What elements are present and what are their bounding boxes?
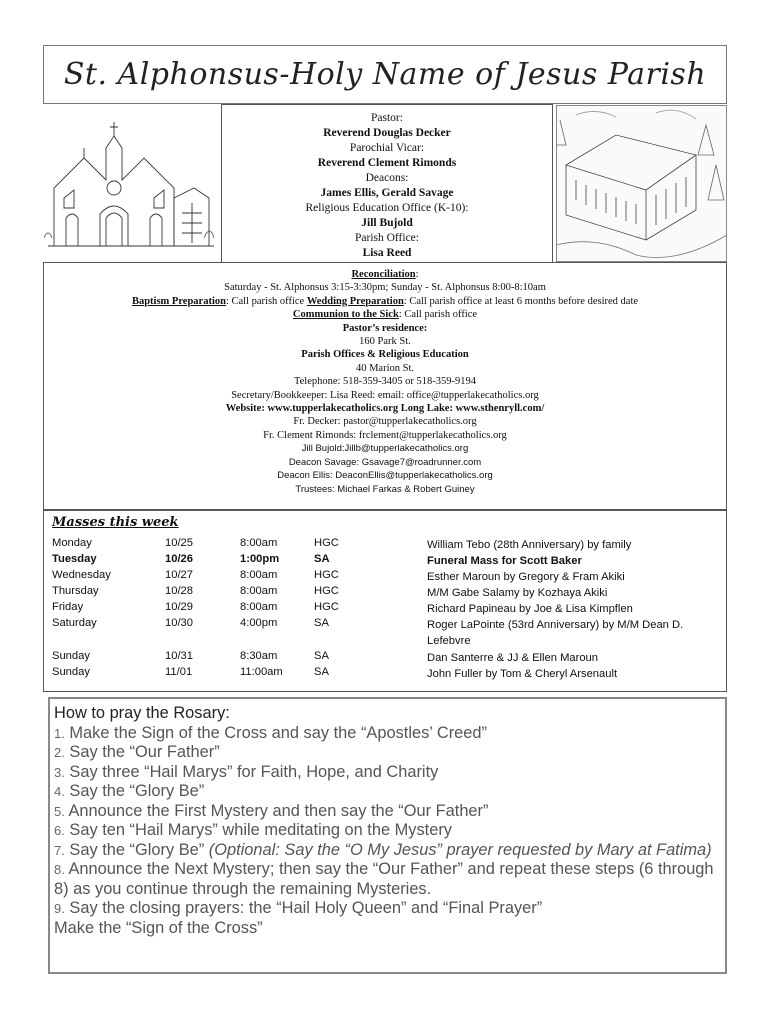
mass-time: 8:00am bbox=[240, 601, 278, 613]
rosary-step-number: 2. bbox=[54, 745, 65, 760]
telephone: Telephone: 518-359-3405 or 518-359-9194 bbox=[293, 376, 477, 388]
pastors-residence-label: Pastor’s residence: bbox=[342, 322, 428, 334]
rosary-step-text: Say three “Hail Marys” for Faith, Hope, and Charity bbox=[64, 762, 439, 781]
mass-location: SA bbox=[314, 553, 330, 565]
mass-date: 10/30 bbox=[165, 617, 193, 629]
jill-bujold-email: Jill Bujold:Jillb@tupperlakecatholics.org bbox=[301, 443, 469, 455]
rosary-step-text: Say ten “Hail Marys” while meditating on the Mystery bbox=[64, 821, 452, 839]
rosary-step-text: Announce the Next Mystery; then say the “Our Father” and repeat these steps (6 through 8) as you continue through the remaining Mysteries. bbox=[54, 860, 714, 898]
rosary-step bbox=[54, 841, 725, 861]
mass-intention: Esther Maroun by Gregory & Fram Akiki bbox=[427, 571, 625, 583]
rosary-step bbox=[54, 782, 725, 802]
mass-intention: Richard Papineau by Joe & Lisa Kimpflen bbox=[427, 603, 633, 615]
rosary-step-number: 3. bbox=[54, 764, 65, 780]
mass-day: Sunday bbox=[52, 666, 90, 678]
mass-time: 1:00pm bbox=[240, 553, 280, 565]
rosary-step-number: 8. bbox=[54, 862, 65, 877]
mass-date: 10/25 bbox=[165, 537, 193, 549]
office-name: Lisa Reed bbox=[362, 247, 412, 259]
mass-location: SA bbox=[314, 650, 329, 662]
contact-info-box bbox=[43, 262, 727, 510]
rosary-step bbox=[54, 899, 725, 919]
rosary-heading: How to pray the Rosary: bbox=[54, 704, 230, 722]
rosary-closing: Make the “Sign of the Cross” bbox=[54, 918, 263, 937]
parish-title: St. Alphonsus-Holy Name of Jesus Parish bbox=[63, 57, 707, 92]
baptism-label: Baptism Preparation bbox=[131, 295, 226, 307]
rosary-step-text: Make the Sign of the Cross and say the “Apostles’ Creed” bbox=[64, 723, 487, 742]
mass-time: 8:00am bbox=[240, 585, 278, 597]
mass-location: HGC bbox=[314, 585, 339, 597]
mass-date: 10/29 bbox=[165, 601, 193, 613]
mass-intention: William Tebo (28th Anniversary) by family bbox=[427, 539, 632, 551]
reconciliation-text: Saturday - St. Alphonsus 3:15-3:30pm; Sunday - St. Alphonsus 8:00-8:10am bbox=[224, 282, 546, 294]
pastors-residence-address: 160 Park St. bbox=[359, 336, 411, 348]
parish-title-box bbox=[43, 45, 727, 104]
masses-title: Masses this week bbox=[52, 515, 179, 530]
fr-rimonds-email: Fr. Clement Rimonds: frclement@tupperlakecatholics.org bbox=[263, 429, 507, 441]
rosary-step bbox=[54, 860, 725, 899]
fr-decker-email: Fr. Decker: pastor@tupperlakecatholics.org bbox=[293, 416, 477, 428]
mass-time: 8:00am bbox=[240, 537, 278, 549]
pastor-label: Pastor: bbox=[371, 112, 403, 124]
rosary-step bbox=[54, 763, 725, 783]
rosary-step-number: 7. bbox=[54, 842, 65, 858]
masses-schedule-box bbox=[43, 510, 727, 692]
mass-intention: Roger LaPointe (53rd Anniversary) by M/M Dean D. Lefebvre bbox=[427, 619, 684, 647]
wedding-text: : Call parish office at least 6 months before desired date bbox=[403, 295, 639, 307]
mass-location: HGC bbox=[314, 537, 339, 549]
mass-location: SA bbox=[314, 666, 329, 678]
rosary-step-text: Announce the First Mystery and then say the “Our Father” bbox=[64, 801, 489, 820]
rosary-step bbox=[54, 743, 725, 763]
rosary-step bbox=[54, 821, 725, 841]
rosary-instructions-box bbox=[48, 697, 727, 974]
mass-intention: Dan Santerre & JJ & Ellen Maroun bbox=[427, 652, 599, 664]
rosary-step-text: Say the “Glory Be” bbox=[64, 782, 205, 800]
rosary-step-number: 1. bbox=[54, 725, 65, 741]
deacon-ellis-email: Deacon Ellis: DeaconEllis@tupperlakecatholics.org bbox=[277, 470, 493, 482]
rosary-step bbox=[54, 724, 725, 744]
mass-date: 10/28 bbox=[165, 585, 193, 597]
communion-line bbox=[44, 308, 726, 321]
mass-date: 10/26 bbox=[165, 553, 193, 565]
rosary-step-number: 4. bbox=[54, 784, 65, 799]
office-label: Parish Office: bbox=[355, 232, 419, 244]
rosary-step-text: Say the “Our Father” bbox=[64, 743, 220, 761]
mass-day: Tuesday bbox=[52, 553, 97, 565]
mass-intention: Funeral Mass for Scott Baker bbox=[427, 555, 582, 567]
rosary-step-number: 6. bbox=[54, 823, 65, 838]
parish-offices-label: Parish Offices & Religious Education bbox=[301, 349, 469, 361]
mass-day: Sunday bbox=[52, 650, 90, 662]
parish-staff-box bbox=[221, 104, 553, 263]
rosary-steps-list bbox=[54, 724, 725, 919]
mass-location: SA bbox=[314, 617, 329, 629]
reconciliation-label: Reconciliation bbox=[351, 269, 416, 280]
mass-time: 8:00am bbox=[240, 569, 278, 581]
deacon-savage-email: Deacon Savage: Gsavage7@roadrunner.com bbox=[288, 456, 482, 468]
mass-day: Saturday bbox=[52, 617, 97, 629]
communion-label: Communion to the Sick bbox=[292, 309, 399, 321]
parish-building-sketch-image bbox=[556, 105, 727, 262]
vicar-name: Reverend Clement Rimonds bbox=[317, 157, 457, 169]
baptism-text: : Call parish office bbox=[225, 295, 307, 307]
mass-day: Friday bbox=[52, 601, 84, 613]
mass-intention: M/M Gabe Salamy by Kozhaya Akiki bbox=[427, 587, 608, 599]
church-sketch-image bbox=[44, 118, 216, 248]
deacons-label: Deacons: bbox=[365, 172, 409, 184]
mass-day: Wednesday bbox=[52, 569, 111, 581]
parish-offices-address: 40 Marion St. bbox=[355, 362, 415, 374]
mass-time: 11:00am bbox=[240, 666, 283, 678]
mass-date: 11/01 bbox=[165, 666, 193, 678]
deacons-names: James Ellis, Gerald Savage bbox=[320, 187, 454, 199]
reconciliation-heading: Reconciliation: bbox=[351, 269, 419, 280]
mass-date: 10/31 bbox=[165, 650, 193, 662]
trustees: Trustees: Michael Farkas & Robert Guiney bbox=[295, 484, 475, 496]
rosary-step-number: 9. bbox=[54, 901, 65, 916]
mass-intention: John Fuller by Tom & Cheryl Arsenault bbox=[427, 668, 618, 680]
vicar-label: Parochial Vicar: bbox=[349, 142, 425, 154]
mass-location: HGC bbox=[314, 569, 339, 581]
mass-time: 4:00pm bbox=[240, 617, 278, 629]
rosary-step-text: Say the closing prayers: the “Hail Holy Queen” and “Final Prayer” bbox=[64, 899, 543, 917]
secretary-email: Secretary/Bookkeeper: Lisa Reed: email: office@tupperlakecatholics.org bbox=[231, 389, 539, 401]
mass-day: Thursday bbox=[52, 585, 99, 597]
rosary-step bbox=[54, 802, 725, 822]
mass-time: 8:30am bbox=[240, 650, 278, 662]
mass-date: 10/27 bbox=[165, 569, 193, 581]
mass-day: Monday bbox=[52, 537, 92, 549]
rosary-step-number: 5. bbox=[54, 803, 65, 819]
rosary-step-note: (Optional: Say the “O My Jesus” prayer requested by Mary at Fatima) bbox=[208, 840, 712, 859]
rosary-step-text: Say the “Glory Be” bbox=[64, 840, 209, 859]
preparation-line bbox=[44, 295, 726, 308]
religious-ed-label: Religious Education Office (K-10): bbox=[305, 202, 469, 214]
mass-location: HGC bbox=[314, 601, 339, 613]
wedding-label: Wedding Preparation bbox=[306, 295, 404, 307]
religious-ed-name: Jill Bujold bbox=[361, 217, 413, 229]
communion-text: : Call parish office bbox=[398, 309, 478, 321]
website-link[interactable]: Website: www.tupperlakecatholics.org Long Lake: www.sthenryll.com/ bbox=[225, 403, 545, 415]
pastor-name: Reverend Douglas Decker bbox=[323, 127, 451, 139]
